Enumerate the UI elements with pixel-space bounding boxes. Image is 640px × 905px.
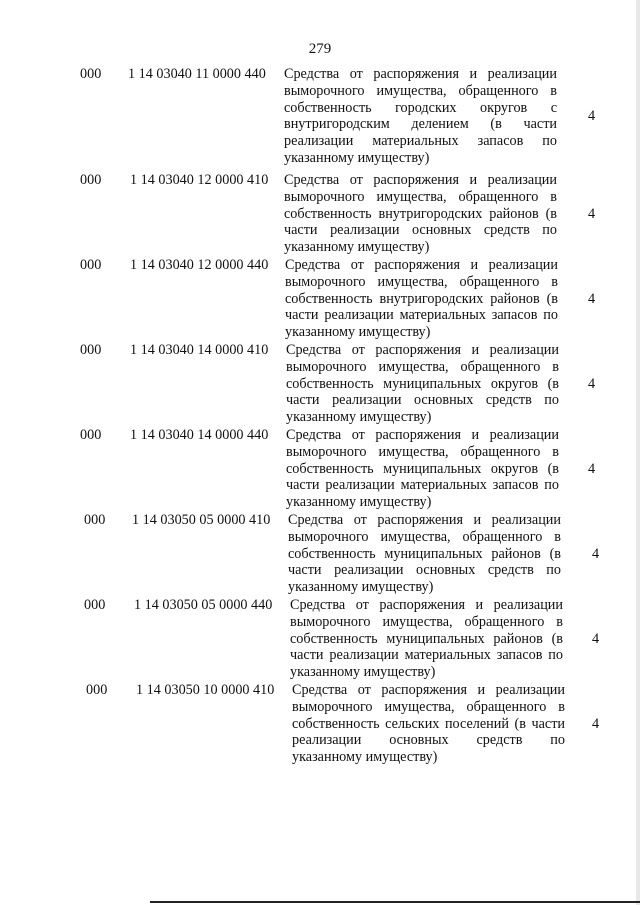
description-line: Средства от распоряжения и реализации (292, 682, 565, 698)
description-line: части реализации материальных запасов по (286, 477, 559, 494)
description-line: собственность муниципальных округов (в (286, 375, 559, 392)
description-line: указанному имуществу) (284, 239, 430, 256)
description-line: реализации материальных запасов по (284, 133, 557, 150)
description-line: Средства от распоряжения и реализации (285, 257, 558, 273)
admin-code: 000 (80, 427, 102, 443)
description-line: части реализации основных средств по (286, 392, 559, 409)
standard-percent: 4 (588, 376, 596, 392)
description-line: указанному имуществу) (292, 749, 438, 766)
admin-code: 000 (80, 66, 102, 82)
description-line: выморочного имущества, обращенного в (286, 443, 559, 460)
description-line: собственность муниципальных районов (в (288, 545, 561, 562)
description-line: собственность городских округов с (284, 99, 557, 116)
admin-code: 000 (80, 342, 102, 358)
description-line: Средства от распоряжения и реализации (288, 512, 561, 528)
description-line: собственность сельских поселений (в части (292, 715, 565, 732)
standard-percent: 4 (588, 461, 596, 477)
description-line: выморочного имущества, обращенного в (285, 273, 558, 290)
income-description (292, 682, 565, 766)
description-line: собственность внутригородских районов (в (285, 290, 558, 307)
description-line: части реализации материальных запасов по (285, 307, 558, 324)
standard-percent: 4 (588, 291, 596, 307)
income-description (286, 427, 559, 511)
description-line: части реализации основных средств по (288, 562, 561, 579)
description-line: собственность муниципальных районов (в (290, 630, 563, 647)
description-line: указанному имуществу) (284, 149, 430, 166)
description-line: Средства от распоряжения и реализации (286, 342, 559, 358)
standard-percent: 4 (588, 206, 596, 222)
description-line: выморочного имущества, обращенного в (288, 528, 561, 545)
description-line: части реализации основных средств по (284, 222, 557, 239)
description-line: Средства от распоряжения и реализации (290, 597, 563, 613)
budget-classification-code: 1 14 03050 05 0000 410 (132, 512, 271, 528)
page-number: 279 (308, 41, 332, 57)
admin-code: 000 (80, 257, 102, 273)
description-line: указанному имуществу) (286, 494, 432, 511)
budget-classification-code: 1 14 03040 14 0000 440 (130, 427, 269, 443)
description-line: указанному имуществу) (290, 664, 436, 681)
admin-code: 000 (84, 597, 106, 613)
description-line: указанному имуществу) (286, 409, 432, 426)
budget-classification-code: 1 14 03040 12 0000 440 (130, 257, 269, 273)
admin-code: 000 (86, 682, 108, 698)
income-description (284, 66, 557, 167)
income-description (288, 512, 561, 596)
description-line: Средства от распоряжения и реализации (286, 427, 559, 443)
admin-code: 000 (84, 512, 106, 528)
description-line: указанному имуществу) (288, 579, 434, 596)
description-line: собственность муниципальных округов (в (286, 460, 559, 477)
description-line: указанному имуществу) (285, 324, 431, 341)
description-line: выморочного имущества, обращенного в (290, 613, 563, 630)
description-line: выморочного имущества, обращенного в (284, 188, 557, 205)
description-line: Средства от распоряжения и реализации (284, 66, 557, 82)
budget-classification-code: 1 14 03040 12 0000 410 (130, 172, 269, 188)
standard-percent: 4 (592, 546, 600, 562)
admin-code: 000 (80, 172, 102, 188)
income-description (285, 257, 558, 341)
income-description (286, 342, 559, 426)
standard-percent: 4 (592, 631, 600, 647)
description-line: внутригородским делением (в части (284, 116, 557, 133)
budget-classification-code: 1 14 03040 11 0000 440 (128, 66, 266, 82)
scan-bottom-edge (150, 901, 640, 903)
description-line: выморочного имущества, обращенного в (284, 82, 557, 99)
description-line: части реализации материальных запасов по (290, 647, 563, 664)
description-line: реализации основных средств по (292, 732, 565, 749)
description-line: выморочного имущества, обращенного в (292, 698, 565, 715)
budget-classification-code: 1 14 03050 10 0000 410 (136, 682, 275, 698)
description-line: выморочного имущества, обращенного в (286, 358, 559, 375)
budget-classification-code: 1 14 03040 14 0000 410 (130, 342, 269, 358)
description-line: собственность внутригородских районов (в (284, 205, 557, 222)
standard-percent: 4 (588, 108, 596, 124)
scan-edge (636, 0, 640, 905)
description-line: Средства от распоряжения и реализации (284, 172, 557, 188)
standard-percent: 4 (592, 716, 600, 732)
income-description (290, 597, 563, 681)
income-description (284, 172, 557, 256)
budget-classification-code: 1 14 03050 05 0000 440 (134, 597, 273, 613)
